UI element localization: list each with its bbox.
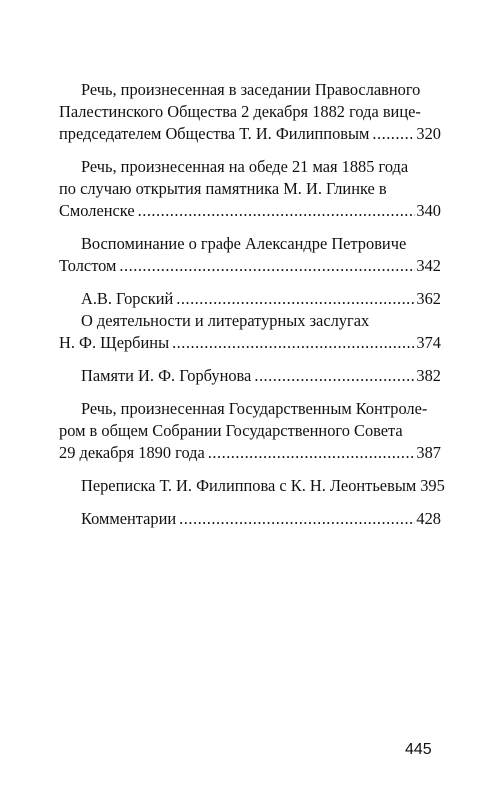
- toc-page-number: 382: [416, 366, 441, 385]
- toc-entry-last-line: [59, 365, 441, 387]
- toc-entry-line: Речь, произнесенная на обеде 21 мая 1885 года: [81, 157, 409, 176]
- toc-entry: [59, 475, 445, 497]
- toc-page-number: 387: [416, 443, 441, 462]
- dot-leader: [176, 288, 415, 310]
- toc-entry-title-end: председателем Общества Т. И. Филипповым: [59, 124, 370, 143]
- toc-entry-last-line: [59, 332, 441, 354]
- toc-entry-line: Речь, произнесенная в заседании Православного: [81, 80, 421, 99]
- toc-entry: [59, 398, 441, 464]
- dot-leader: [138, 200, 416, 222]
- toc-entry-title: Памяти И. Ф. Горбунова: [81, 366, 252, 385]
- toc-entry: [59, 156, 441, 222]
- toc-entry-title: Комментарии: [81, 509, 177, 528]
- toc-entry-last-line: [59, 200, 441, 222]
- toc-entry-line: О деятельности и литературных заслугах: [81, 311, 370, 330]
- toc-entry-title-end: Смоленске: [59, 201, 135, 220]
- toc-entry-last-line: [59, 442, 441, 464]
- page-number: 445: [405, 741, 432, 758]
- toc-entry: [59, 288, 441, 310]
- toc-entry-last-line: [59, 475, 445, 497]
- toc-entry-last-line: [59, 255, 441, 277]
- toc-entry: [59, 233, 441, 277]
- toc-entry-title-end: Н. Ф. Щербины: [59, 333, 170, 352]
- dot-leader: [254, 365, 415, 387]
- table-of-contents: [59, 79, 445, 541]
- toc-entry-title: Переписка Т. И. Филиппова с К. Н. Леонтьевым: [81, 476, 417, 495]
- toc-entry-last-line: [59, 508, 441, 530]
- toc-entry-line: Воспоминание о графе Александре Петровиче: [81, 234, 407, 253]
- toc-entry-line: ром в общем Собрании Государственного Совета: [59, 421, 403, 440]
- toc-entry-title-end: 29 декабря 1890 года: [59, 443, 205, 462]
- toc-entry-line: по случаю открытия памятника М. И. Глинке в: [59, 179, 387, 198]
- toc-page-number: 374: [416, 333, 441, 352]
- toc-entry: [59, 79, 441, 145]
- toc-page-number: 340: [416, 201, 441, 220]
- toc-entry-line: Речь, произнесенная Государственным Контроле-: [81, 399, 428, 418]
- toc-page-number: 342: [416, 256, 441, 275]
- dot-leader: [208, 442, 416, 464]
- toc-entry: [59, 365, 441, 387]
- toc-page-number: 395: [420, 476, 445, 495]
- dot-leader: [179, 508, 415, 530]
- toc-entry-title: А.В. Горский: [81, 289, 174, 308]
- toc-entry-title-end: Толстом: [59, 256, 117, 275]
- toc-page-number: 428: [416, 509, 441, 528]
- dot-leader: [372, 123, 415, 145]
- toc-entry-last-line: [59, 123, 441, 145]
- toc-page-number: 320: [416, 124, 441, 143]
- toc-entry-line: Палестинского Общества 2 декабря 1882 года вице-: [59, 102, 421, 121]
- toc-entry: [59, 310, 441, 354]
- dot-leader: [119, 255, 415, 277]
- toc-page-number: 362: [416, 289, 441, 308]
- toc-entry: [59, 508, 441, 530]
- dot-leader: [172, 332, 415, 354]
- toc-entry-last-line: [59, 288, 441, 310]
